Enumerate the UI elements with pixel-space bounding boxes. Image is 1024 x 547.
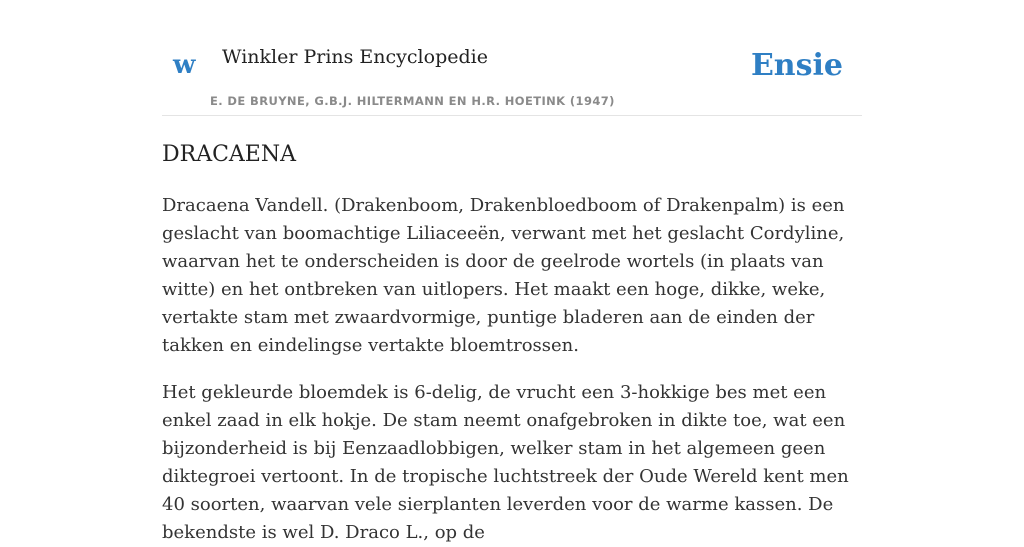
publication-title[interactable]: Winkler Prins Encyclopedie [222,46,488,68]
article-paragraph: Dracaena Vandell. (Drakenboom, Drakenbloedboom of Drakenpalm) is een geslacht van boomachtige Liliaceeën, verwant met het geslacht Cordyline, waarvan het te onderscheiden is door de geelrode wortels (in plaats van witte) en het ontbreken van uitlopers. Het maakt een hoge, dikke, weke, vertakte stam met zwaardvormige, puntige bladeren aan de einden der takken en eindelingse vertakte bloemtrossen. [162,195,845,356]
page-header [162,30,862,116]
publication-logo[interactable]: w [173,50,196,80]
article-title: DRACAENA [162,142,297,167]
publication-authors: E. DE BRUYNE, G.B.J. HILTERMANN EN H.R. HOETINK (1947) [210,94,615,108]
article-paragraph: Het gekleurde bloemdek is 6-delig, de vrucht een 3-hokkige bes met een enkel zaad in elk hokje. De stam neemt onafgebroken in dikte toe, wat een bijzonderheid is bij Eenzaadlobbigen, welker stam in het algemeen geen diktegroei vertoont. In de tropische luchtstreek der Oude Wereld kent men 40 soorten, waarvan vele sierplanten leverden voor de warme kassen. De bekendste is wel D. Draco L., op de [162,382,849,543]
ensie-brand-logo[interactable]: Ensie [750,48,843,83]
article [162,139,864,547]
